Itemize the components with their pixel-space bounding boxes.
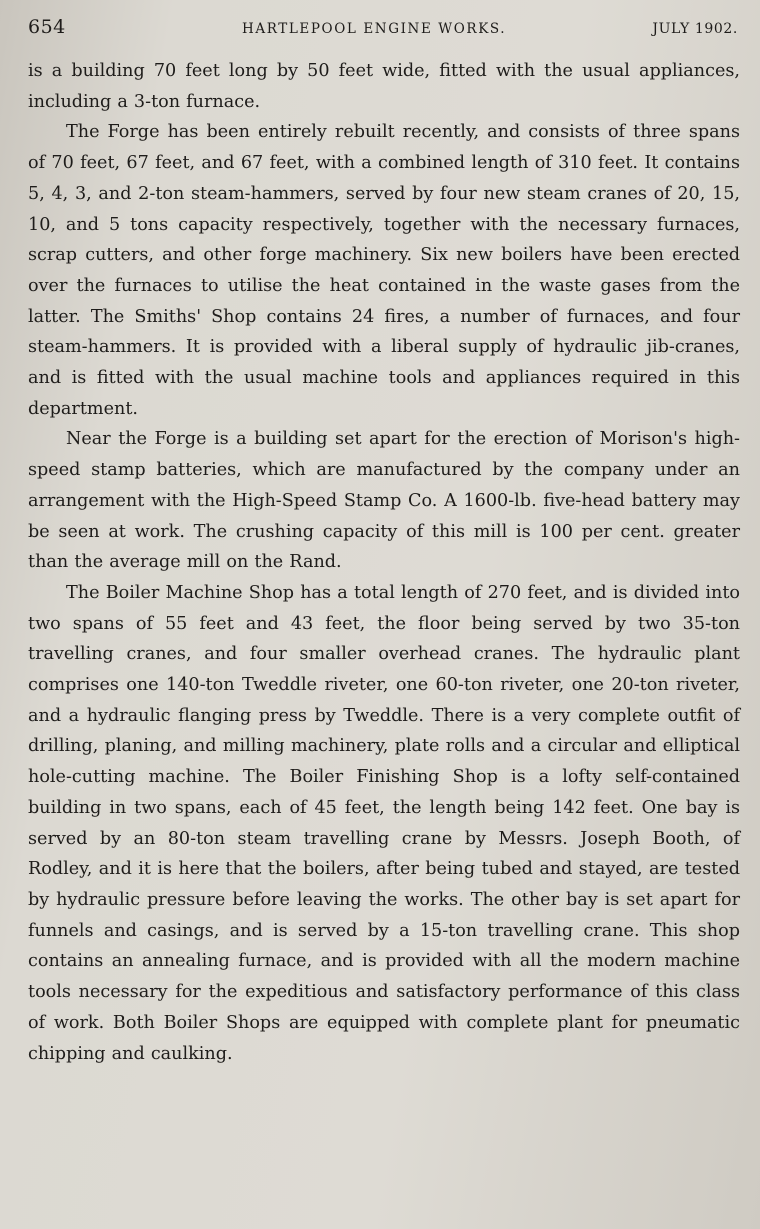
- running-date: JULY 1902.: [652, 21, 738, 37]
- page-number: 654: [28, 16, 66, 38]
- paragraph-continued: is a building 70 feet long by 50 feet wide, fitted with the usual appliances, including a 3-ton furnace.: [28, 61, 740, 112]
- body-text: [28, 56, 740, 1069]
- running-title: HARTLEPOOL ENGINE WORKS.: [242, 21, 507, 37]
- running-header: [28, 16, 740, 56]
- paragraph-forge: The Forge has been entirely rebuilt recently, and consists of three spans of 70 feet, 67 feet, and 67 feet, with a combined length of 310 feet. It contains 5, 4, 3, and 2-ton steam-hammers, served by four new steam cranes of 20, 15, 10, and 5 tons capacity respectively, together with the necessary furnaces, scrap cutters, and other forge machinery. Six new boilers have been erected over the furnaces to utilise the heat contained in the waste gases from the latter. The Smiths' Shop contains 24 fires, a number of furnaces, and four steam-hammers. It is provided with a liberal supply of hydraulic jib-cranes, and is fitted with the usual machine tools and appliances required in this department.: [28, 122, 740, 419]
- paragraph-boiler-shop: The Boiler Machine Shop has a total length of 270 feet, and is divided into two spans of 55 feet and 43 feet, the floor being served by two 35-ton travelling cranes, and four smaller overhead cranes. The hydraulic plant comprises one 140-ton Tweddle riveter, one 60-ton riveter, one 20-ton riveter, and a hydraulic flanging press by Tweddle. There is a very complete outfit of drilling, planing, and milling machinery, plate rolls and a circular and elliptical hole-cutting machine. The Boiler Finishing Shop is a lofty self-contained building in two spans, each of 45 feet, the length being 142 feet. One bay is served by an 80-ton steam travelling crane by Messrs. Joseph Booth, of Rodley, and it is here that the boilers, after being tubed and stayed, are tested by hydraulic pressure before leaving the works. The other bay is set apart for funnels and casings, and is served by a 15-ton travelling crane. This shop contains an annealing furnace, and is provided with all the modern machine tools necessary for the expeditious and satisfactory performance of this class of work. Both Boiler Shops are equipped with complete plant for pneumatic chipping and caulking.: [28, 582, 740, 1064]
- paragraph-stamp-batteries: Near the Forge is a building set apart for the erection of Morison's high-speed stamp batteries, which are manufactured by the company under an arrangement with the High-Speed Stamp Co. A 1600-lb. five-head battery may be seen at work. The crushing capacity of this mill is 100 per cent. greater than the average mill on the Rand.: [28, 429, 740, 573]
